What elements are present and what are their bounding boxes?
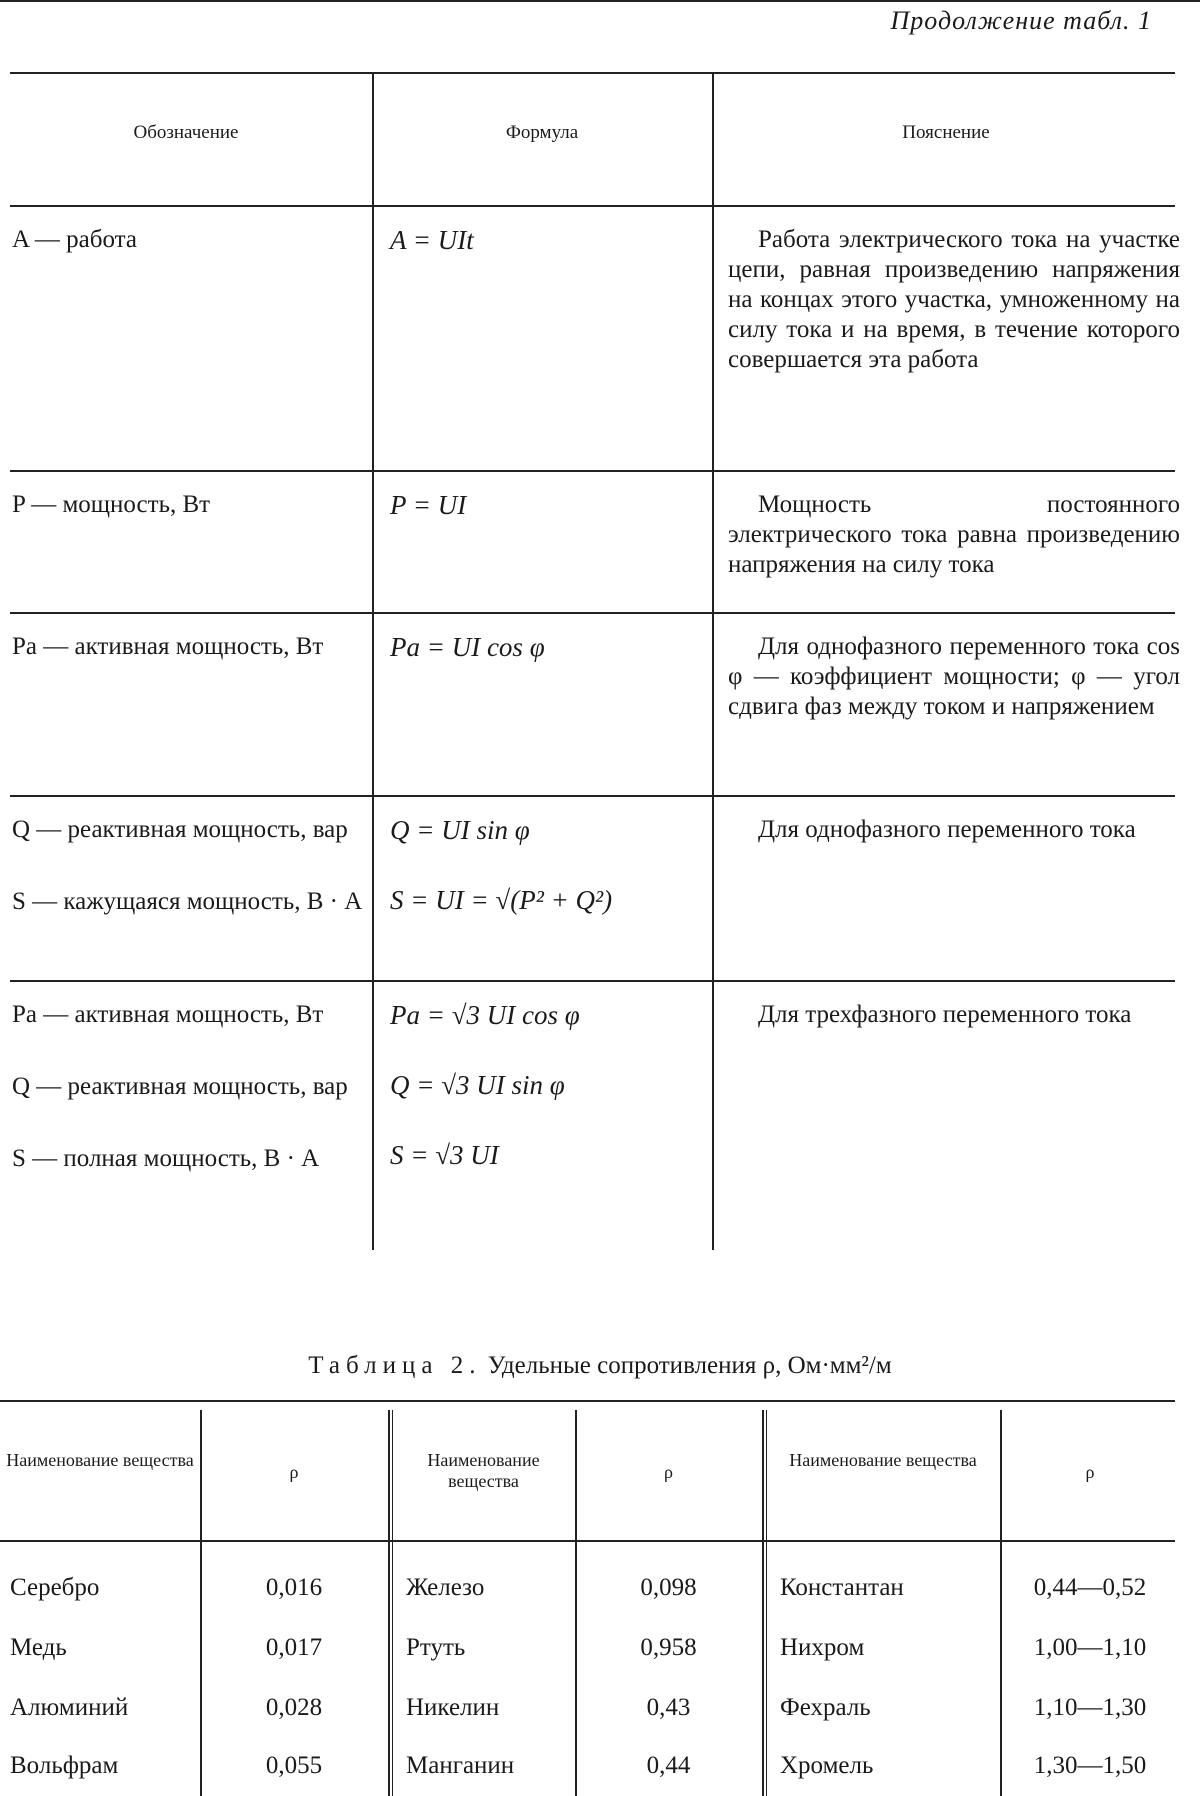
table2-title: Удельные сопротивления ρ, Ом·мм²/м: [487, 1352, 892, 1379]
resistivity-value: 0,43: [646, 1694, 691, 1721]
substance-name: Алюминий: [10, 1694, 129, 1721]
top-rule: [0, 0, 1200, 2]
formula-cell: A = UIt: [390, 225, 474, 255]
substance-name: Фехраль: [780, 1694, 871, 1721]
resistivity-value: 0,055: [265, 1752, 323, 1779]
explanation-cell: Мощность постоянного электрического тока равна произведению напряжения на силу тока: [728, 491, 1180, 578]
resistivity-value: 0,44: [646, 1752, 691, 1779]
substance-name: Хромель: [780, 1752, 874, 1779]
substance-name: Вольфрам: [10, 1752, 119, 1779]
table2-column-rule: [762, 1410, 764, 1796]
continuation-label: Продолжение табл. 1: [890, 6, 1152, 35]
table2-caption: [0, 1352, 1200, 1380]
substance-name: Манганин: [406, 1752, 515, 1779]
resistivity-value: 0,028: [265, 1694, 323, 1721]
explanation-cell: Для однофазного переменного тока: [758, 816, 1136, 843]
table1-column-rule: [712, 72, 714, 1250]
table2-header-1: Наименование вещества: [6, 1450, 194, 1470]
table2-rule: [0, 1540, 1175, 1542]
table2-number: Таблица 2.: [308, 1352, 482, 1379]
resistivity-value: 0,017: [265, 1634, 323, 1661]
formula-cell: P = UI: [390, 490, 467, 520]
designation-cell: Q — реактивная мощность, вар: [12, 1073, 348, 1100]
designation-cell: P — мощность, Вт: [12, 491, 211, 518]
designation-cell: Pa — активная мощность, Вт: [12, 1001, 324, 1028]
resistivity-value: 0,44—0,52: [1033, 1574, 1147, 1601]
resistivity-value: 1,30—1,50: [1033, 1752, 1147, 1779]
substance-name: Железо: [406, 1574, 485, 1601]
resistivity-value: 0,016: [265, 1574, 323, 1601]
designation-cell: Q — реактивная мощность, вар: [12, 816, 348, 843]
designation-cell: A — работа: [12, 226, 137, 253]
formula-cell: S = UI = √(P² + Q²): [390, 885, 613, 915]
substance-name: Ртуть: [406, 1634, 466, 1661]
designation-cell: S — кажущаяся мощность, В · А: [12, 888, 363, 915]
table1-rule: [10, 72, 1175, 74]
table1-header-1: Обозначение: [133, 122, 239, 143]
table1-header-3: Пояснение: [902, 122, 990, 143]
resistivity-value: 0,958: [640, 1634, 697, 1661]
resistivity-value: 0,098: [640, 1574, 697, 1601]
table1-header-2: Формула: [505, 122, 579, 143]
formula-cell: Q = UI sin φ: [390, 815, 530, 845]
table2-header-5: Наименование вещества: [789, 1450, 977, 1470]
resistivity-value: 1,00—1,10: [1033, 1634, 1147, 1661]
table2-column-rule: [388, 1410, 390, 1796]
table1-rule: [10, 205, 1175, 207]
designation-cell: S — полная мощность, В · А: [12, 1145, 320, 1172]
table1-rule: [10, 470, 1175, 472]
formula-cell: S = √3 UI: [390, 1140, 499, 1170]
resistivity-value: 1,10—1,30: [1033, 1694, 1147, 1721]
table1-column-rule: [372, 72, 374, 1250]
table2-header-3: Наименование вещества: [427, 1450, 540, 1491]
formula-cell: Pa = UI cos φ: [390, 632, 545, 662]
substance-name: Медь: [10, 1634, 67, 1661]
table2-header-2: ρ: [289, 1462, 299, 1482]
table1-rule: [10, 795, 1175, 797]
explanation-cell: Для трехфазного переменного тока: [758, 1001, 1132, 1028]
substance-name: Константан: [780, 1574, 904, 1601]
formula-cell: Q = √3 UI sin φ: [390, 1070, 565, 1100]
table1-rule: [10, 612, 1175, 614]
formula-cell: Pa = √3 UI cos φ: [390, 1000, 580, 1030]
table2-rule: [0, 1400, 1175, 1402]
table2-header-4: ρ: [664, 1462, 673, 1482]
substance-name: Нихром: [780, 1634, 865, 1661]
explanation-cell: Работа электрического тока на участке цепи, равная произведению напряжения на концах этого участка, умноженному на силу тока и на время, в течение которого совершается эта работа: [728, 226, 1180, 373]
substance-name: Серебро: [10, 1574, 100, 1601]
explanation-cell: Для однофазного переменного тока cos φ — коэффициент мощности; φ — угол сдвига фаз между током и напряжением: [728, 633, 1180, 720]
designation-cell: Pa — активная мощность, Вт: [12, 633, 324, 660]
table2-header-6: ρ: [1085, 1462, 1095, 1482]
substance-name: Никелин: [406, 1694, 500, 1721]
table1-rule: [10, 980, 1175, 982]
